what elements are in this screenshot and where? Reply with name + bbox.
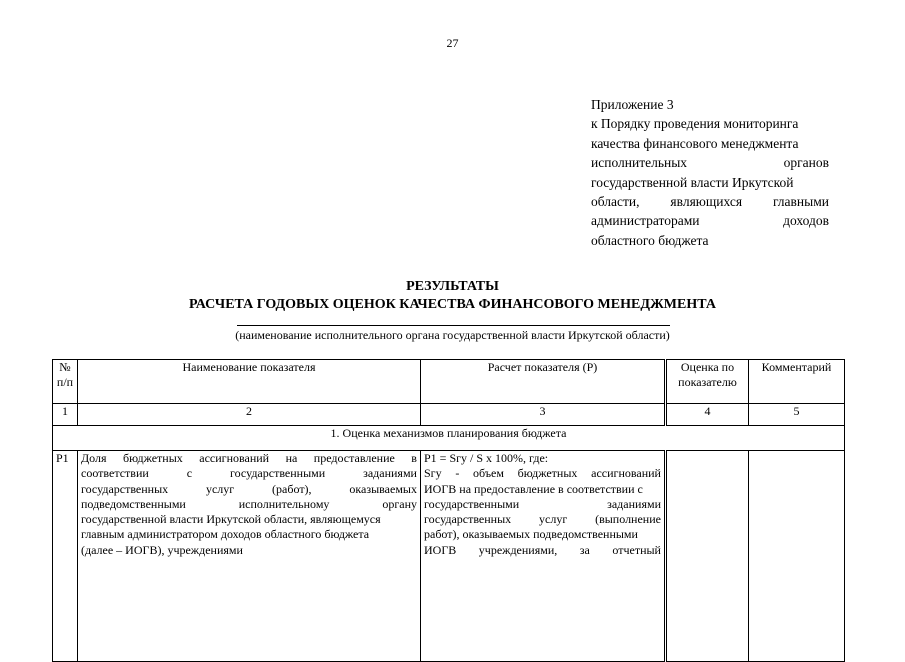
- indicator-calculation-line: [424, 543, 661, 558]
- indicator-name-line: [81, 527, 417, 542]
- indicator-name-word: с: [186, 466, 193, 481]
- indicator-calculation-word: государственными: [424, 496, 520, 511]
- section-row: [53, 426, 845, 451]
- indicator-name-word: в: [411, 451, 417, 465]
- appendix-word: исполнительных: [591, 155, 688, 171]
- header-calculation: Расчет показателя (Р): [421, 360, 666, 404]
- indicator-name-word: государственной власти Иркутской области, являющемуся: [81, 512, 381, 527]
- indicator-name-word: государственными: [229, 466, 326, 481]
- indicator-name-word: государственных: [81, 481, 169, 496]
- appendix-line: [591, 153, 829, 172]
- column-number: 2: [78, 404, 421, 426]
- appendix-line: [591, 192, 829, 211]
- indicator-comment: [749, 451, 845, 662]
- page-number: 27: [446, 36, 459, 50]
- appendix-block: [591, 95, 829, 250]
- column-numbers-row: [53, 404, 845, 426]
- indicator-calculation-word: P1 = Sгу / S x 100%, где:: [424, 451, 549, 465]
- indicator-name-line: [81, 543, 417, 558]
- column-number: 5: [749, 404, 845, 426]
- table-row: [53, 451, 845, 662]
- indicator-name-word: оказываемых: [349, 481, 417, 496]
- indicator-name-word: бюджетных: [123, 451, 183, 465]
- indicator-calculation-line: [424, 482, 661, 497]
- column-number: 3: [421, 404, 666, 426]
- indicator-name-line: [81, 497, 417, 512]
- indicator-calculation-line: [424, 527, 661, 542]
- appendix-word: главными: [772, 194, 829, 210]
- indicator-calculation-word: бюджетных: [517, 466, 578, 481]
- indicator-calculation-word: отчетный: [612, 542, 661, 557]
- column-number: 1: [53, 404, 78, 426]
- appendix-word: области,: [591, 194, 640, 210]
- indicator-name-word: исполнительному: [238, 496, 330, 511]
- indicator-calculation-word: ассигнований: [591, 466, 661, 481]
- indicator-name-word: подведомственными: [81, 496, 186, 511]
- appendix-line: Приложение 3: [591, 97, 674, 112]
- indicator-calculation-word: Sгу: [424, 466, 442, 481]
- header-score: Оценка по показателю: [666, 360, 749, 404]
- appendix-word: являющихся: [670, 194, 743, 210]
- indicator-calculation-word: работ), оказываемых подведомственными: [424, 527, 638, 542]
- column-number: 4: [666, 404, 749, 426]
- indicator-name-line: [81, 466, 417, 481]
- appendix-word: органов: [783, 155, 829, 171]
- indicator-calculation-line: [424, 451, 661, 466]
- indicator-calculation: [421, 451, 666, 662]
- table-header-row: [53, 360, 845, 404]
- appendix-line: областного бюджета: [591, 232, 709, 248]
- indicator-name: [78, 451, 421, 662]
- appendix-word: доходов: [783, 213, 829, 229]
- appendix-line: качества финансового менеджмента: [591, 135, 799, 151]
- indicator-name-line: [81, 482, 417, 497]
- appendix-line: государственной власти Иркутской: [591, 174, 794, 190]
- document-subtitle: РАСЧЕТА ГОДОВЫХ ОЦЕНОК КАЧЕСТВА ФИНАНСОВОГО МЕНЕДЖМЕНТА: [188, 297, 716, 312]
- indicator-name-line: [81, 451, 417, 466]
- indicator-calculation-word: объем: [473, 466, 504, 481]
- section-title: 1. Оценка механизмов планирования бюджета: [53, 426, 845, 451]
- indicator-name-word: органу: [382, 496, 417, 511]
- indicator-calculation-word: -: [455, 466, 460, 481]
- indicator-name-word: на: [285, 451, 298, 465]
- indicator-calculation-line: [424, 497, 661, 512]
- header-comment: Комментарий: [749, 360, 845, 404]
- indicator-name-word: Доля: [81, 451, 107, 465]
- indicator-name-word: главным администратором доходов областного бюджета: [81, 527, 370, 542]
- org-name-blank-line: [237, 325, 670, 326]
- indicator-name-word: заданиями: [363, 466, 417, 481]
- indicator-name-word: соответствии: [81, 466, 149, 481]
- indicator-calculation-word: учреждениями,: [478, 542, 558, 557]
- results-table: [52, 359, 845, 662]
- indicator-name-word: предоставление: [313, 451, 395, 465]
- indicator-name-word: (далее – ИОГВ), учреждениями: [81, 542, 243, 557]
- indicator-calculation-word: государственных: [424, 512, 512, 527]
- indicator-code: P1: [53, 451, 78, 662]
- appendix-line: к Порядку проведения мониторинга: [591, 116, 799, 132]
- indicator-calculation-line: [424, 512, 661, 527]
- indicator-calculation-word: ИОГВ: [424, 542, 457, 557]
- appendix-line: [591, 211, 829, 230]
- indicator-name-line: [81, 512, 417, 527]
- header-number: № п/п: [53, 360, 78, 404]
- appendix-word: администраторами: [591, 213, 700, 229]
- indicator-calculation-word: услуг: [539, 512, 568, 527]
- indicator-name-word: (работ),: [272, 481, 312, 496]
- header-indicator-name: Наименование показателя: [78, 360, 421, 404]
- indicator-calculation-word: заданиями: [607, 496, 661, 511]
- indicator-name-word: услуг: [205, 481, 235, 496]
- indicator-score: [666, 451, 749, 662]
- org-name-caption: (наименование исполнительного органа государственной власти Иркутской области): [235, 328, 670, 342]
- indicator-calculation-word: (выполнение: [595, 512, 661, 527]
- indicator-name-word: ассигнований: [199, 451, 270, 465]
- document-title: РЕЗУЛЬТАТЫ: [406, 279, 499, 294]
- indicator-calculation-line: [424, 466, 661, 481]
- indicator-calculation-word: ИОГВ на предоставление в соответствии с: [424, 481, 643, 496]
- indicator-calculation-word: за: [579, 542, 590, 557]
